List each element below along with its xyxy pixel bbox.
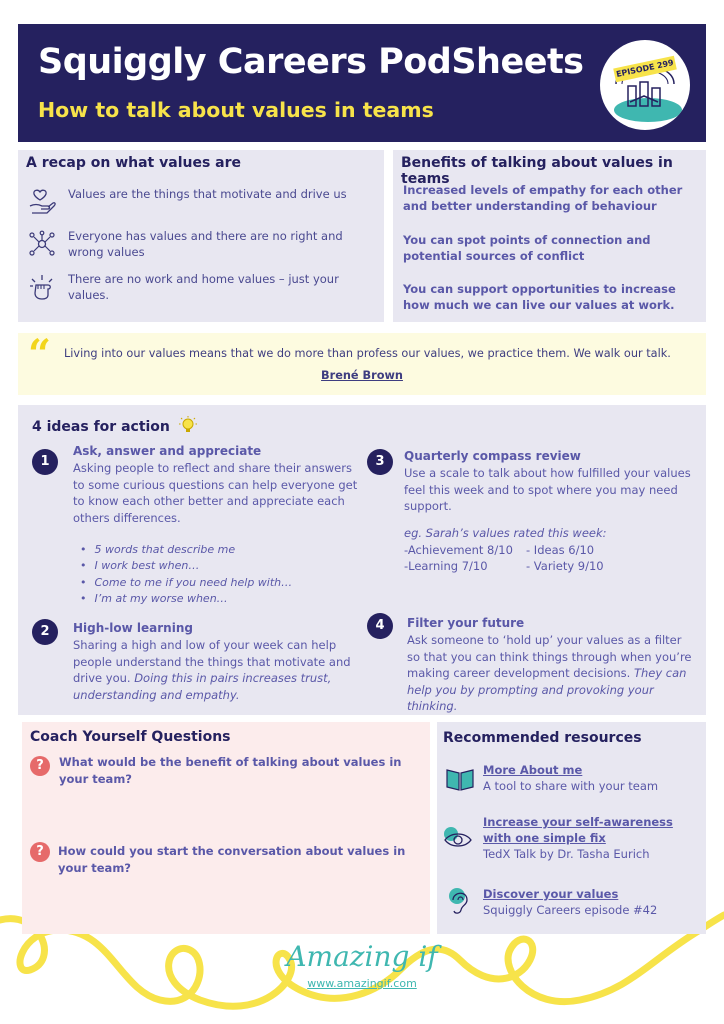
idea-body-text: Sharing a high and low of your week can help people understand the things that motivate and drive you. [73, 638, 351, 685]
idea-body-italic: Doing this in pairs increases trust, understanding and empathy. [73, 671, 332, 702]
resources-panel [437, 722, 706, 934]
question-icon: ? [30, 842, 50, 862]
resource-desc: A tool to share with your team [483, 779, 659, 793]
idea-title: Quarterly compass review [404, 449, 581, 463]
people-network-icon [28, 230, 56, 258]
recap-item [24, 186, 378, 226]
resource-link[interactable]: Increase your self-awareness with one simple fix [483, 815, 673, 845]
ear-icon [445, 886, 475, 916]
page-subtitle: How to talk about values in teams [38, 98, 434, 122]
idea-number-badge: 3 [367, 449, 393, 475]
idea-bullet: • I work best when… [80, 558, 199, 575]
resource-desc: Squiggly Careers episode #42 [483, 903, 658, 917]
resource-desc: TedX Talk by Dr. Tasha Eurich [483, 847, 650, 861]
idea-example-title: eg. Sarah’s values rated this week: [404, 526, 607, 540]
recap-title: A recap on what values are [26, 155, 242, 171]
idea-body-italic: They can help you by prompting and provoking your thinking. [407, 666, 687, 713]
ideas-title-text: 4 ideas for action [32, 419, 170, 435]
rating-item: -Learning 7/10 [404, 559, 488, 573]
quote-mark-icon: “ [28, 331, 52, 378]
hand-heart-icon [28, 188, 56, 216]
idea-title: Filter your future [407, 616, 525, 630]
idea-number-badge: 1 [32, 449, 58, 475]
book-icon [445, 764, 475, 794]
idea-number-badge: 2 [32, 619, 58, 645]
episode-illustration-icon [600, 40, 690, 130]
fist-icon [28, 273, 56, 301]
coach-question: What would be the benefit of talking about values in your team? [59, 755, 402, 786]
quote-box [18, 333, 706, 395]
idea-body [73, 637, 367, 703]
idea-bullet: • Come to me if you need help with… [80, 575, 292, 592]
idea-bullet: • 5 words that describe me [80, 542, 235, 559]
idea-body [407, 632, 697, 715]
recap-text: Values are the things that motivate and drive us [68, 187, 347, 201]
idea-body-text: Ask someone to ‘hold up’ your values as a filter so that you can think things through when you’re making career development decisions. [407, 633, 692, 680]
idea-title: Ask, answer and appreciate [73, 444, 262, 458]
benefits-panel [393, 150, 706, 322]
ideas-panel [18, 405, 706, 715]
recap-item [24, 271, 378, 311]
benefits-title: Benefits of talking about values in teams [401, 155, 673, 187]
benefit-item: Increased levels of empathy for each other and better understanding of behaviour [403, 183, 683, 213]
resource-link[interactable]: Discover your values [483, 887, 619, 901]
question-icon: ? [30, 756, 50, 776]
coach-question: How could you start the conversation about values in your team? [58, 844, 406, 875]
idea-number-badge: 4 [367, 613, 393, 639]
episode-badge [600, 40, 690, 130]
page-title: Squiggly Careers PodSheets [38, 42, 584, 82]
quote-author-link[interactable]: Brené Brown [321, 369, 403, 382]
eye-icon [443, 824, 473, 854]
resources-title: Recommended resources [443, 730, 642, 746]
lightbulb-icon [178, 415, 198, 435]
rating-item: - Variety 9/10 [526, 559, 604, 573]
resource-link[interactable]: More About me [483, 763, 583, 777]
recap-item [24, 228, 378, 268]
brand-logo: Amazing if [286, 940, 438, 973]
rating-item: -Achievement 8/10 [404, 543, 513, 557]
benefit-item: You can spot points of connection and potential sources of conflict [403, 233, 651, 263]
recap-text: Everyone has values and there are no right and wrong values [68, 229, 343, 259]
header-banner [18, 24, 706, 142]
coach-panel [22, 722, 430, 934]
benefit-item: You can support opportunities to increase how much we can live our values at work. [403, 282, 676, 312]
rating-item: - Ideas 6/10 [526, 543, 595, 557]
quote-text: Living into our values means that we do more than profess our values, we practice them. We walk our talk. [64, 347, 671, 360]
recap-panel [18, 150, 384, 322]
idea-title: High-low learning [73, 621, 193, 635]
website-link[interactable]: www.amazingif.com [307, 977, 417, 990]
idea-body: Asking people to reflect and share their answers to some curious questions can help everyone get to know each other better and appreciate each others differences. [73, 461, 358, 525]
coach-title: Coach Yourself Questions [30, 729, 231, 745]
idea-body: Use a scale to talk about how fulfilled your values feel this week and to spot where you may need support. [404, 466, 691, 513]
episode-label: EPISODE 299 [613, 56, 677, 83]
recap-text: There are no work and home values – just your values. [68, 272, 339, 302]
idea-bullet: • I’m at my worse when… [80, 591, 228, 608]
ideas-title [32, 415, 198, 435]
